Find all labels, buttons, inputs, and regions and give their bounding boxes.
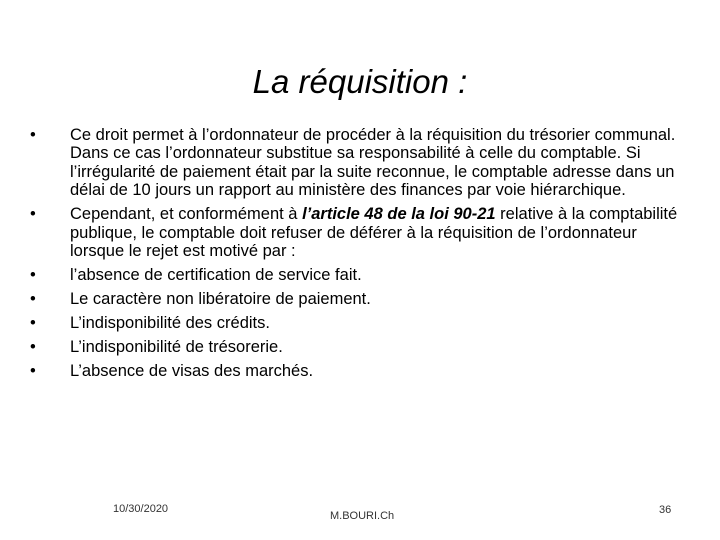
footer-author: M.BOURI.Ch [330, 510, 395, 522]
bullet-icon: • [30, 126, 36, 144]
page-number: 36 [659, 504, 672, 516]
bullet-text-before: Cependant, et conformément à [70, 205, 303, 224]
bullet-item [30, 338, 680, 356]
bullet-list [30, 126, 680, 386]
bullet-icon: • [30, 314, 36, 333]
bullet-text: l’absence de certification de service fait. [70, 266, 362, 285]
bullet-icon: • [30, 362, 36, 381]
bullet-text: L’absence de visas des marchés. [70, 362, 314, 381]
bullet-item [30, 362, 680, 380]
bullet-text: L’indisponibilité de trésorerie. [70, 338, 283, 357]
bullet-icon: • [30, 205, 36, 224]
bullet-icon: • [30, 290, 36, 309]
bullet-item [30, 126, 680, 200]
bullet-icon: • [30, 266, 36, 285]
bullet-text-after: relative à la comptabilité publique, le comptable doit refuser de déférer à la réquisition de l’ordonnateur lorsque le rejet est motivé par : [70, 205, 678, 261]
bullet-item [30, 314, 680, 332]
bullet-text: L’indisponibilité des crédits. [70, 314, 270, 333]
footer-date: 10/30/2020 [113, 503, 169, 515]
slide-title: La réquisition : [252, 63, 468, 100]
bullet-icon: • [30, 338, 36, 357]
bullet-item [30, 290, 680, 308]
law-reference: l’article 48 de la loi 90-21 [302, 205, 496, 224]
bullet-text: Ce droit permet à l’ordonnateur de procéder à la réquisition du trésorier communal. Dans ce cas l’ordonnateur substitue sa responsabilité à celle du comptable. Si l’irrégularité de paiement était par la suite reconnue, le comptable adresse dans un délai de 10 jours un rapport au ministère des finances par voie hiérarchique. [70, 126, 676, 200]
bullet-item [30, 266, 680, 284]
bullet-text: Le caractère non libératoire de paiement. [70, 290, 371, 309]
bullet-item [30, 205, 680, 260]
